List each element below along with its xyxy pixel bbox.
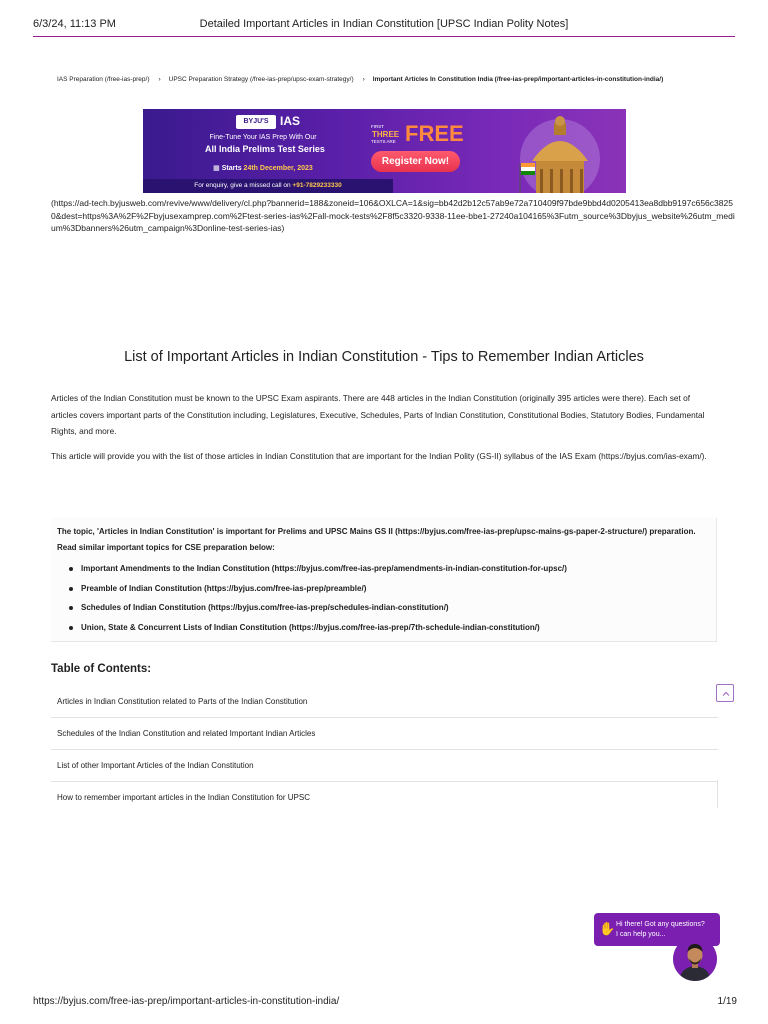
calendar-icon: ▦ [213,165,220,172]
related-topics-box [51,518,717,642]
banner-series-title: All India Prelims Test Series [205,144,325,154]
breadcrumb [57,73,697,86]
bullet-icon [69,606,73,610]
banner-start-date: ▦ Starts 24th December, 2023 [213,165,313,172]
toc-item[interactable]: Articles in Indian Constitution related to Parts of the Indian Constitution [51,686,718,718]
ad-link-url[interactable]: (https://ad-tech.byjusweb.com/revive/www/delivery/cl.php?bannerid=188&zoneid=106&OXLCA=1&sig=bb42d2b12c57ab9e72a710409f97bde9bbd4d0205413ea8dbb9197c656c38250&dest=https%3A%2F%2Fbyjusexamprep.com%2Ftest-series-ias%2Fall-mock-tests%2F8f5c3320-9338-11ee-bbe1-27240a104165%3Futm_source%3Dbyjus_website%26utm_medium%3Dbanners%26utm_campaign%3Donline-test-series-ias) [51,198,735,233]
print-datetime: 6/3/24, 11:13 PM [33,18,116,30]
related-topic-link[interactable]: Important Amendments to the Indian Constitution (https://byjus.com/free-ias-prep/amendments-in-indian-constitution-for-upsc/) [69,561,709,581]
breadcrumb-item-ias-preparation[interactable]: IAS Preparation (/free-ias-prep/) [57,76,150,83]
free-label: FREE [405,121,464,146]
chat-message: Hi there! Got any questions? I can help you... [616,921,705,938]
purpose-paragraph: This article will provide you with the list of those articles in Indian Constitution that are important for the Indian Polity (GS-II) syllabus of the IAS Exam (https://byjus.com/ias-exam/). [51,451,707,461]
person-avatar-icon [673,937,717,981]
ad-banner[interactable] [143,109,626,193]
toc-item[interactable]: Schedules of the Indian Constitution and related Important Indian Articles [51,718,718,750]
toc-item[interactable]: How to remember important articles in the Indian Constitution for UPSC [57,793,310,802]
register-now-button[interactable]: Register Now! [371,151,460,172]
chat-agent-avatar[interactable] [673,937,717,981]
print-page-title: Detailed Important Articles in Indian Constitution [UPSC Indian Polity Notes] [199,18,569,30]
breadcrumb-item-upsc-strategy[interactable]: UPSC Preparation Strategy (/free-ias-prep/upsc-exam-strategy/) [168,76,354,83]
page-number: 1/19 [717,996,737,1007]
breadcrumb-separator: › [362,76,365,83]
parliament-dome-image [498,111,616,193]
breadcrumb-separator: › [158,76,161,83]
related-topic-link[interactable]: Union, State & Concurrent Lists of Indian Constitution (https://byjus.com/free-ias-prep/7th-schedule-indian-constitution/) [69,620,709,640]
three-label: THREE [372,130,400,139]
scroll-to-top-button[interactable] [716,684,734,702]
article-heading: List of Important Articles in Indian Constitution - Tips to Remember Indian Articles [124,349,644,365]
print-header [0,0,768,38]
ias-logo-text: IAS [280,114,301,128]
first-label: FIRST [371,124,384,129]
related-topic-link[interactable]: Schedules of Indian Constitution (https://byjus.com/free-ias-prep/schedules-indian-constitution/) [69,600,709,620]
intro-paragraph: Articles of the Indian Constitution must be known to the UPSC Exam aspirants. There are 448 articles in the Indian Constitution (originally 395 articles were there). Each set of articles covers important parts of the Constitution including, Legislatures, Executive, Schedules, Parts of Indian Constitution, Constitutional Bodies, Statutory Bodies, Fundamental Rights, and more. [51,393,705,436]
toc-heading: Table of Contents: [51,663,152,675]
banner-tagline: Fine-Tune Your IAS Prep With Our [209,134,317,141]
enquiry-strip: For enquiry, give a missed call on +91-7829233330 [143,179,393,193]
byjus-logo-text: BYJU'S [236,115,276,129]
toc-edge-line [717,780,718,808]
tests-are-label: TESTS ARE [371,139,396,144]
header-rule [33,36,735,37]
related-topic-link[interactable]: Preamble of Indian Constitution (https://byjus.com/free-ias-prep/preamble/) [69,581,709,601]
bullet-icon [69,587,73,591]
chevron-up-icon [721,689,731,699]
bullet-icon [69,567,73,571]
toc-item[interactable]: List of other Important Articles of the Indian Constitution [51,750,718,782]
table-of-contents [51,686,718,814]
breadcrumb-item-current[interactable]: Important Articles In Constitution India (/free-ias-prep/important-articles-in-constitution-india/) [372,76,664,83]
related-topics-list [69,561,709,639]
footer-url: https://byjus.com/free-ias-prep/important-articles-in-constitution-india/ [33,996,340,1007]
related-topics-intro: The topic, 'Articles in Indian Constitution' is important for Prelims and UPSC Mains GS II (https://byjus.com/free-ias-prep/upsc-mains-gs-paper-2-structure/) preparation. Read similar important topics for CSE preparation below: [57,527,696,552]
waving-hand-icon: ✋ [599,921,616,936]
bullet-icon [69,626,73,630]
enquiry-phone[interactable]: +91-7829233330 [292,182,342,189]
